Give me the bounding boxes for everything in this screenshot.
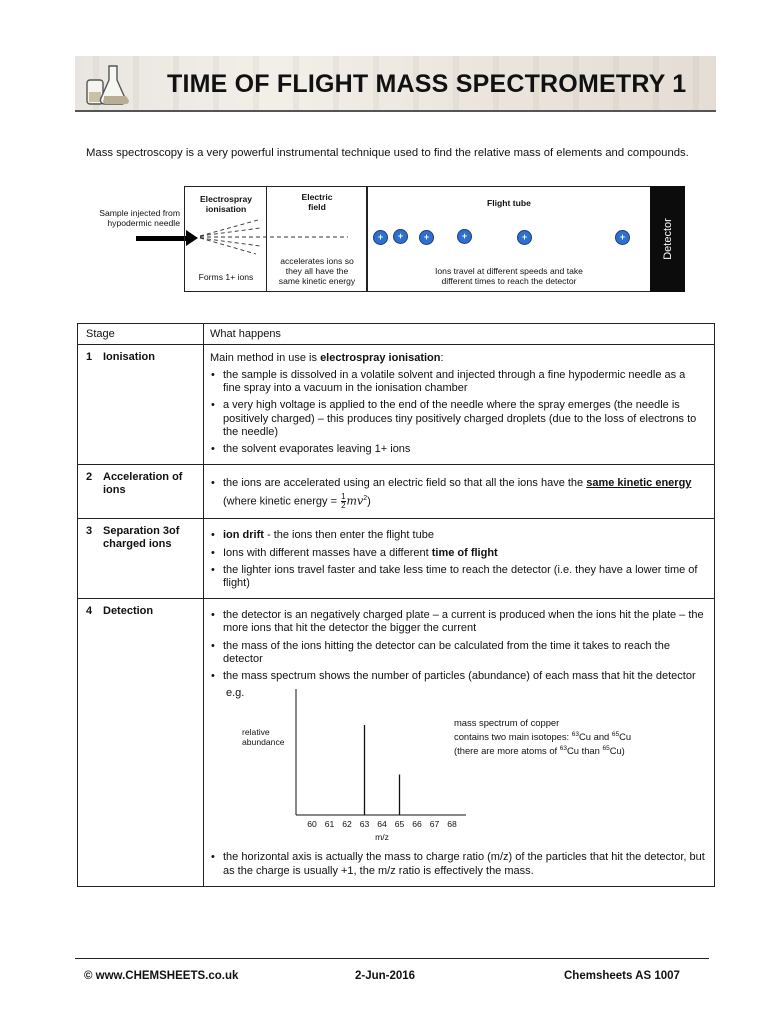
electrospray-title-line1: Electrospray xyxy=(199,194,253,204)
bullet-bold: same kinetic energy xyxy=(586,477,692,490)
electric-field-title-line1: Electric xyxy=(301,192,333,202)
ion-1: + xyxy=(373,230,388,245)
electrospray-caption: Forms 1+ ions xyxy=(198,272,254,282)
x-tick-label: 66 xyxy=(412,819,422,830)
stage-label xyxy=(86,605,195,618)
isotope-mass: 63 xyxy=(559,745,568,753)
bullet-text: the ions are accelerated using an electric field so that all the ions have the xyxy=(223,477,587,490)
isotope-mass: 63 xyxy=(571,731,580,739)
spectrum-note xyxy=(454,717,631,757)
stage-cell xyxy=(78,345,204,465)
injection-label-line2: hypodermic needle xyxy=(107,218,180,228)
list-item: • the lighter ions travel faster and take less time to reach the detector (i.e. they have a lower time of flight) xyxy=(210,564,706,590)
note-line3 xyxy=(454,743,631,757)
y-axis-label-line2: abundance xyxy=(242,737,285,748)
list-item: • the detector is an negatively charged plate – a current is produced when the ions hit the plate – the more ions that hit the detector the bigger the current xyxy=(210,609,706,635)
footer-date: 2-Jun-2016 xyxy=(355,970,416,982)
stage-label xyxy=(86,351,195,364)
table-row xyxy=(78,599,715,886)
ion-3: + xyxy=(419,230,434,245)
x-tick-label: 65 xyxy=(394,819,405,830)
footer-website: © www.CHEMSHEETS.co.uk xyxy=(84,970,239,982)
formula-exponent: 2 xyxy=(363,495,368,503)
formula-variable: mv xyxy=(346,494,364,508)
mass-spectrum-figure xyxy=(210,687,690,847)
stages-table xyxy=(77,323,715,887)
note-line1: mass spectrum of copper xyxy=(454,717,560,729)
flight-tube-caption xyxy=(368,266,650,286)
note-text: Cu and xyxy=(579,731,612,743)
x-tick-label: 63 xyxy=(359,819,370,830)
header-what-happens: What happens xyxy=(204,324,715,345)
bullet-bold: time of flight xyxy=(431,546,498,559)
note-text: Cu xyxy=(619,731,632,743)
bullet-text: Ions with different masses have a different xyxy=(223,546,432,559)
note-line2 xyxy=(454,729,631,743)
stage-name: Acceleration of ions xyxy=(103,471,183,497)
bullet-list xyxy=(210,851,706,877)
electric-field-caption xyxy=(267,256,367,286)
table-row xyxy=(78,345,715,465)
x-tick-label: 64 xyxy=(377,819,387,830)
bullet-list xyxy=(210,529,706,590)
spray-lines xyxy=(198,216,368,250)
bullet-text: (where kinetic energy = xyxy=(223,495,341,508)
stage-label xyxy=(86,525,195,551)
bullet-bold: ion drift xyxy=(223,529,264,542)
description-cell xyxy=(204,465,715,519)
stage-cell xyxy=(78,519,204,599)
x-tick-label: 60 xyxy=(307,819,317,830)
lead-text: Main method in use is xyxy=(210,352,321,364)
stage-name: Detection xyxy=(103,605,154,618)
stage-number: 1 xyxy=(86,351,93,363)
note-text: contains two main isotopes: xyxy=(454,731,572,743)
isotope-mass: 65 xyxy=(602,745,610,753)
ion-5: + xyxy=(517,230,532,245)
electric-field-caption-line1: accelerates ions so xyxy=(280,256,354,266)
flight-tube-caption-line2: different times to reach the detector xyxy=(441,276,577,286)
stage-number: 4 xyxy=(86,605,93,618)
list-item: • the mass spectrum shows the number of particles (abundance) of each mass that hit the detector xyxy=(210,670,706,683)
detector-text: Detector xyxy=(661,218,674,260)
intro-text: Mass spectroscopy is a very powerful instrumental technique used to find the relative mass of elements and compounds. xyxy=(86,147,689,159)
header-stage: Stage xyxy=(78,324,204,345)
fraction xyxy=(341,493,345,510)
list-item xyxy=(210,529,706,542)
list-item: • the sample is dissolved in a volatile solvent and injected through a fine hypodermic needle as a fine spray into a vacuum in the ionisation chamber xyxy=(210,369,706,395)
list-item: • the horizontal axis is actually the mass to charge ratio (m/z) of the particles that hit the detector, but as the charge is usually +1, the m/z ratio is effectively the mass. xyxy=(210,851,706,877)
x-tick-label: 61 xyxy=(324,819,335,830)
stage-name: Ionisation xyxy=(103,351,155,363)
isotope-mass: 65 xyxy=(611,731,620,739)
note-text: Cu) xyxy=(609,745,625,757)
bullet-list xyxy=(210,609,706,683)
tof-diagram xyxy=(80,186,688,298)
electric-field-title xyxy=(267,192,367,212)
x-tick-label: 67 xyxy=(429,819,440,830)
ion-4: + xyxy=(457,229,472,244)
list-item: • the mass of the ions hitting the detector can be calculated from the time it takes to reach the detector xyxy=(210,640,706,666)
note-text: Cu than xyxy=(567,745,603,757)
list-item xyxy=(210,475,706,510)
y-axis-label-line1: relative xyxy=(242,727,270,738)
stage-name: Separation 3of charged ions xyxy=(103,525,180,551)
flight-tube-caption-line1: Ions travel at different speeds and take xyxy=(435,266,583,276)
ionisation-lead xyxy=(210,351,706,365)
detector-label xyxy=(650,186,685,292)
lab-glassware-icon xyxy=(83,62,129,108)
ion-2: + xyxy=(393,229,408,244)
electric-field-caption-line2: they all have the xyxy=(285,266,349,276)
stage-number: 3 xyxy=(86,525,93,538)
example-label: e.g. xyxy=(226,687,245,700)
bullet-text: - the ions then enter the flight tube xyxy=(263,529,434,542)
y-axis-label xyxy=(242,727,285,747)
description-cell xyxy=(204,345,715,465)
list-item: • a very high voltage is applied to the end of the needle where the spray emerges (the needle is positively charged) – this produces tiny positively charged droplets (due to the loss of electrons to the needle) xyxy=(210,399,706,439)
x-tick-label: 68 xyxy=(447,819,457,830)
lead-punct: : xyxy=(440,352,444,364)
description-cell xyxy=(204,519,715,599)
list-item xyxy=(210,547,706,560)
stage-number: 2 xyxy=(86,471,93,484)
footer-reference: Chemsheets AS 1007 xyxy=(564,970,680,982)
fraction-numerator: 1 xyxy=(341,492,346,502)
stage-label xyxy=(86,471,195,497)
electrospray-title-line2: ionisation xyxy=(205,204,247,214)
list-item: • the solvent evaporates leaving 1+ ions xyxy=(210,443,706,456)
table-row xyxy=(78,465,715,519)
bullet-text: ) xyxy=(367,495,371,508)
electrospray-title xyxy=(186,194,266,214)
stage-cell xyxy=(78,465,204,519)
header-banner xyxy=(75,56,716,112)
flight-tube-title: Flight tube xyxy=(487,198,531,208)
injection-arrow xyxy=(136,236,188,241)
stage-cell xyxy=(78,599,204,886)
bullet-list xyxy=(210,369,706,456)
lead-bold: electrospray ionisation xyxy=(320,352,441,364)
footer-rule xyxy=(75,958,709,959)
x-axis-label: m/z xyxy=(375,832,389,843)
injection-label xyxy=(80,208,180,228)
electric-field-title-line2: field xyxy=(308,202,326,212)
mass-spectrum-chart xyxy=(296,687,486,847)
injection-label-line1: Sample injected from xyxy=(99,208,180,218)
note-text: (there are more atoms of xyxy=(454,745,560,757)
fraction-denominator: 2 xyxy=(341,501,346,511)
table-header-row xyxy=(78,324,715,345)
electric-field-caption-line3: same kinetic energy xyxy=(278,276,356,286)
table-row xyxy=(78,519,715,599)
description-cell xyxy=(204,599,715,886)
page-title: TIME OF FLIGHT MASS SPECTROMETRY 1 xyxy=(167,70,687,98)
ion-6: + xyxy=(615,230,630,245)
bullet-list xyxy=(210,475,706,510)
x-tick-label: 62 xyxy=(342,819,352,830)
